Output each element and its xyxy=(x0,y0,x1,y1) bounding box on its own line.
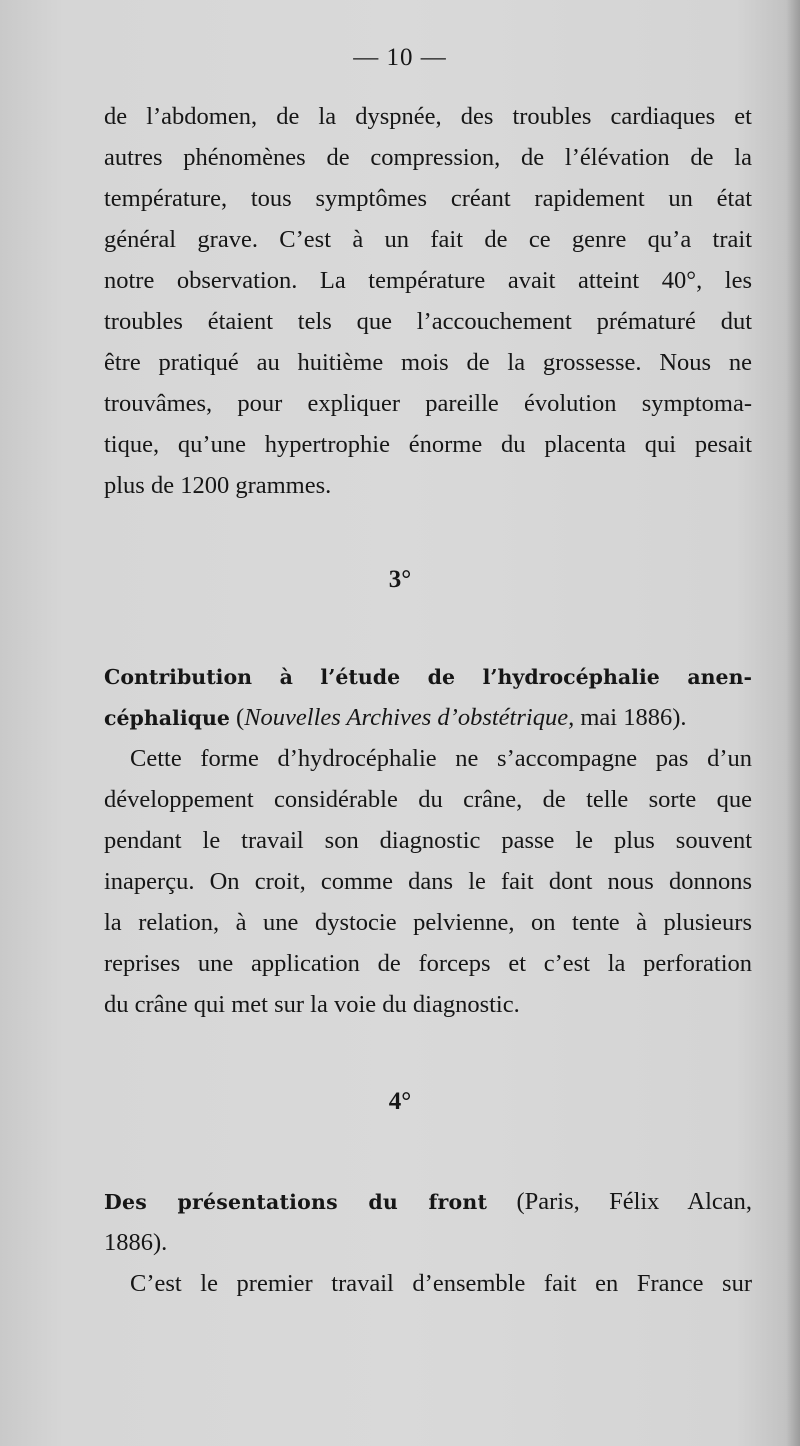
text-line: développement considérable du crâne, de telle sorte que xyxy=(104,786,752,813)
section-3-title-line2: céphalique xyxy=(104,706,230,730)
text-line: du crâne qui met sur la voie du diagnostic. xyxy=(104,991,520,1018)
text-line: pendant le travail son diagnostic passe le plus souvent xyxy=(104,827,752,854)
text-line: troubles étaient tels que l’accouchement prématuré dut xyxy=(104,308,752,335)
section-3-citation-line xyxy=(104,697,752,738)
text-line: notre observation. La température avait atteint 40°, les xyxy=(104,267,752,294)
section-number-4: 4° xyxy=(388,1088,412,1115)
text-line: autres phénomènes de compression, de l’élévation de la xyxy=(104,144,752,171)
section-3-title-line1: Contribution à l’étude de l’hydrocéphalie anen- xyxy=(104,665,752,689)
text-line: température, tous symptômes créant rapidement un état xyxy=(104,185,752,212)
citation-line1: (Paris, Félix Alcan, xyxy=(487,1188,752,1215)
intro-paragraph xyxy=(104,96,752,506)
text-line: trouvâmes, pour expliquer pareille évolution symptoma- xyxy=(104,390,752,417)
citation-open: ( xyxy=(229,704,245,731)
section-number-3: 3° xyxy=(388,566,412,593)
text-line: tique, qu’une hypertrophie énorme du placenta qui pesait xyxy=(104,431,752,458)
section-4-title-line xyxy=(104,1181,752,1222)
section-4 xyxy=(104,1181,752,1304)
citation-line2: 1886). xyxy=(104,1229,168,1256)
section-3 xyxy=(104,656,752,1025)
citation-close: mai 1886). xyxy=(574,704,687,731)
page-number: — 10 — xyxy=(353,44,447,71)
text-line: général grave. C’est à un fait de ce genre qu’a trait xyxy=(104,226,752,253)
section-4-title: Des présentations du front xyxy=(104,1190,488,1214)
section-3-title xyxy=(104,656,752,697)
text-line: reprises une application de forceps et c’est la perforation xyxy=(104,950,752,977)
journal-title: Nouvelles Archives d’obstétrique, xyxy=(244,704,575,731)
text-line: être pratiqué au huitième mois de la grossesse. Nous ne xyxy=(104,349,752,376)
text-line: la relation, à une dystocie pelvienne, on tente à plusieurs xyxy=(104,909,752,936)
text-line: de l’abdomen, de la dyspnée, des troubles cardiaques et xyxy=(104,103,752,130)
text-line: C’est le premier travail d’ensemble fait en France sur xyxy=(130,1270,752,1297)
text-line: inaperçu. On croit, comme dans le fait dont nous donnons xyxy=(104,868,752,895)
text-line: plus de 1200 grammes. xyxy=(104,472,332,499)
text-line: Cette forme d’hydrocéphalie ne s’accompagne pas d’un xyxy=(130,745,752,772)
